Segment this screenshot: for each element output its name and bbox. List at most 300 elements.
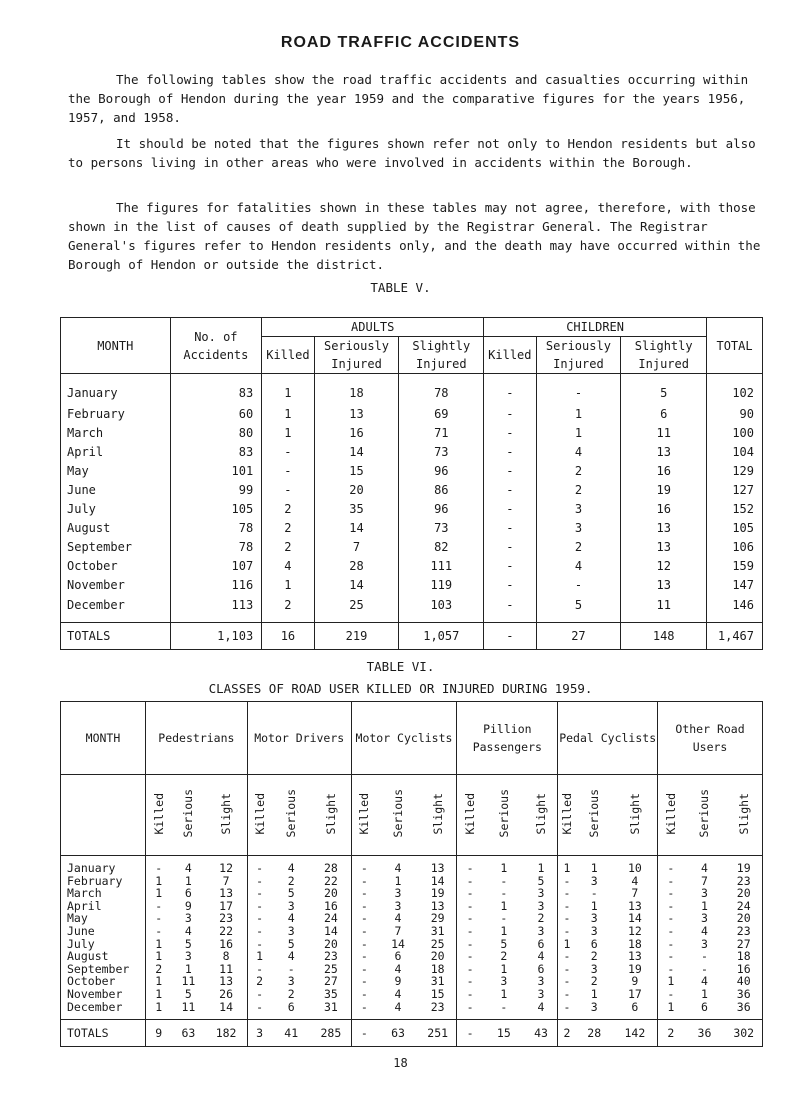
value-cell: - (360, 886, 368, 901)
total-cell: 15 (483, 1020, 525, 1047)
value-cell: - (484, 575, 536, 594)
value-cell: 1 (155, 974, 163, 989)
value-cell: 82 (399, 537, 484, 556)
value-cell: 102 (707, 374, 763, 405)
value-cell: 19 (621, 480, 707, 499)
value-cell: - (360, 949, 368, 964)
value-cell: 4 (394, 986, 402, 1001)
value-cell: - (701, 949, 708, 964)
value-cell: 19 (613, 963, 658, 976)
value-cell: - (563, 949, 571, 964)
table-row (61, 950, 763, 963)
value-cell: - (155, 923, 163, 938)
table-row (61, 442, 763, 461)
value-cell: - (500, 911, 508, 926)
sub-header-killed (247, 775, 271, 856)
value-cell: 28 (314, 556, 399, 575)
value-cell: - (466, 999, 474, 1014)
value-cell: 6 (613, 1001, 658, 1020)
value-cell: 2 (262, 537, 314, 556)
sub-header-slight (419, 775, 457, 856)
value-cell: 18 (314, 374, 399, 405)
month-cell: April (61, 442, 171, 461)
value-cell: 11 (181, 974, 196, 989)
sub-header-slight (311, 775, 351, 856)
table-row (61, 1001, 763, 1020)
group-header-0: Pedestrians (145, 702, 247, 775)
value-cell: - (256, 886, 263, 901)
total-cell: - (457, 1020, 483, 1047)
table-row (61, 887, 763, 900)
value-cell: 1 (590, 898, 598, 913)
value-cell: 4 (287, 949, 295, 964)
value-cell: 6 (525, 963, 558, 976)
sub-header-text: Serious (391, 789, 405, 838)
value-cell: 1 (701, 898, 708, 913)
table5-caption: TABLE V. (370, 280, 431, 295)
total-cell: 27 (536, 623, 621, 650)
value-cell: 96 (399, 499, 484, 518)
table-row (61, 912, 763, 925)
value-cell: - (256, 873, 263, 888)
value-cell: 18 (613, 938, 658, 951)
month-cell: August (61, 950, 146, 963)
month-cell: January (61, 374, 171, 405)
t5-month-header: MONTH (61, 318, 171, 374)
total-cell: - (484, 623, 536, 650)
value-cell: 80 (170, 423, 262, 442)
value-cell: 36 (725, 988, 762, 1001)
value-cell: 5 (184, 986, 192, 1001)
value-cell: 1 (500, 986, 508, 1001)
total-cell: 1,467 (707, 623, 763, 650)
group-header-4: Pedal Cyclists (558, 702, 658, 775)
value-cell: - (500, 999, 508, 1014)
value-cell: 1 (155, 886, 163, 901)
value-cell: 14 (613, 912, 658, 925)
month-cell: November (61, 988, 146, 1001)
value-cell: - (466, 936, 474, 951)
value-cell: 1 (536, 404, 621, 423)
t5-child-seriously-header: Seriously Injured (536, 337, 621, 374)
value-cell: 6 (525, 938, 558, 951)
value-cell: 7 (701, 873, 708, 888)
table-row (61, 499, 763, 518)
total-cell: 148 (621, 623, 707, 650)
table-row (61, 856, 763, 875)
value-cell: 2 (500, 949, 508, 964)
value-cell: - (360, 974, 368, 989)
value-cell: 20 (311, 887, 351, 900)
value-cell: 4 (184, 861, 192, 875)
value-cell: 111 (399, 556, 484, 575)
value-cell: - (360, 961, 368, 976)
table5-accidents-by-month (60, 317, 763, 650)
total-cell: 302 (725, 1020, 762, 1047)
value-cell: 106 (707, 537, 763, 556)
value-cell: 4 (536, 556, 621, 575)
value-cell: 1 (590, 986, 598, 1001)
value-cell: 2 (262, 518, 314, 537)
sub-header-text: Killed (463, 792, 478, 835)
value-cell: 4 (613, 875, 658, 888)
value-cell: - (155, 861, 163, 875)
value-cell: 2 (262, 499, 314, 518)
value-cell: 16 (205, 938, 247, 951)
value-cell: - (256, 986, 263, 1001)
sub-header-killed (351, 775, 377, 856)
value-cell: 105 (707, 518, 763, 537)
value-cell: 7 (314, 537, 399, 556)
month-cell: February (61, 875, 146, 888)
t5-child-killed-header: Killed (484, 337, 536, 374)
value-cell: 4 (184, 923, 192, 938)
value-cell: - (667, 986, 675, 1001)
value-cell: 113 (170, 594, 262, 623)
group-header-3: Pillion Passengers (457, 702, 558, 775)
t5-adults-header: ADULTS (262, 318, 484, 337)
value-cell: 3 (287, 898, 295, 913)
value-cell: - (484, 518, 536, 537)
value-cell: 13 (613, 950, 658, 963)
value-cell: 20 (725, 887, 762, 900)
value-cell: 16 (621, 461, 707, 480)
value-cell: - (500, 873, 508, 888)
table-row (61, 518, 763, 537)
sub-header-text: Killed (151, 792, 166, 835)
value-cell: - (484, 480, 536, 499)
sub-header-serious (377, 775, 419, 856)
value-cell: 11 (205, 963, 247, 976)
table-row (61, 938, 763, 951)
value-cell: 2 (536, 461, 621, 480)
value-cell: 3 (590, 923, 598, 938)
sub-header-text: Slight (430, 792, 445, 835)
value-cell: - (256, 911, 263, 926)
value-cell: 1 (262, 423, 314, 442)
page-number: 18 (393, 1056, 408, 1070)
value-cell: 2 (256, 974, 263, 989)
value-cell: 16 (725, 963, 762, 976)
value-cell: 2 (536, 537, 621, 556)
value-cell: 73 (399, 442, 484, 461)
totals-label: TOTALS (61, 623, 171, 650)
value-cell: 78 (170, 518, 262, 537)
value-cell: - (256, 999, 263, 1014)
value-cell: - (667, 923, 675, 938)
value-cell: - (360, 873, 368, 888)
value-cell: 14 (314, 575, 399, 594)
value-cell: 35 (311, 988, 351, 1001)
value-cell: 1 (701, 986, 708, 1001)
value-cell: 3 (701, 911, 708, 926)
sub-header-text: Killed (663, 792, 678, 835)
value-cell: 3 (701, 886, 708, 901)
value-cell: 7 (394, 923, 402, 938)
value-cell: 1 (184, 961, 192, 976)
sub-header-text: Slight (219, 792, 234, 835)
value-cell: - (466, 873, 474, 888)
sub-header-slight (205, 775, 247, 856)
value-cell: 2 (287, 986, 295, 1001)
value-cell: 4 (287, 861, 295, 875)
value-cell: 14 (311, 925, 351, 938)
value-cell: - (667, 898, 675, 913)
value-cell: 14 (419, 875, 457, 888)
sub-header-slight (725, 775, 762, 856)
month-cell: January (61, 856, 146, 875)
value-cell: 4 (394, 961, 402, 976)
value-cell: 96 (399, 461, 484, 480)
value-cell: - (484, 461, 536, 480)
month-cell: May (61, 912, 146, 925)
value-cell: 71 (399, 423, 484, 442)
total-cell: 3 (247, 1020, 271, 1047)
table-row (61, 480, 763, 499)
value-cell: 13 (621, 575, 707, 594)
month-cell: November (61, 575, 171, 594)
value-cell: - (484, 556, 536, 575)
month-cell: December (61, 1001, 146, 1020)
value-cell: 2 (262, 594, 314, 623)
value-cell: 127 (707, 480, 763, 499)
value-cell: 6 (621, 404, 707, 423)
value-cell: 12 (613, 925, 658, 938)
table-row (61, 900, 763, 913)
value-cell: - (536, 575, 621, 594)
month-cell: September (61, 963, 146, 976)
total-cell: 63 (171, 1020, 205, 1047)
value-cell: 1 (525, 856, 558, 875)
value-cell: 22 (205, 925, 247, 938)
value-cell: - (484, 404, 536, 423)
value-cell: 23 (419, 1001, 457, 1020)
value-cell: 1 (155, 949, 163, 964)
value-cell: 5 (500, 936, 508, 951)
value-cell: - (466, 886, 474, 901)
sub-header-text: Killed (252, 792, 267, 835)
value-cell: - (360, 999, 368, 1014)
value-cell: 14 (205, 1001, 247, 1020)
table-row (61, 988, 763, 1001)
intro-paragraph: The following tables show the road traffic accidents and casualties occurring within the Borough of Hendon during the year 1959 and the comparative figures for the years 1956, 1957, and 1958. (68, 72, 749, 125)
value-cell: 27 (311, 975, 351, 988)
value-cell: 147 (707, 575, 763, 594)
value-cell: 3 (536, 499, 621, 518)
sub-header-serious (271, 775, 311, 856)
value-cell: 29 (419, 912, 457, 925)
value-cell: - (262, 480, 314, 499)
value-cell: 152 (707, 499, 763, 518)
value-cell: - (466, 986, 474, 1001)
value-cell: 20 (725, 912, 762, 925)
t5-accidents-header: No. of Accidents (170, 318, 262, 374)
value-cell: 100 (707, 423, 763, 442)
value-cell: - (590, 886, 598, 901)
value-cell: 1 (256, 949, 263, 964)
value-cell: 1 (667, 974, 675, 989)
value-cell: 19 (419, 887, 457, 900)
value-cell: 11 (621, 594, 707, 623)
table-row (61, 925, 763, 938)
value-cell: 1 (155, 873, 163, 888)
value-cell: - (563, 999, 571, 1014)
value-cell: 3 (525, 975, 558, 988)
value-cell: 2 (155, 961, 163, 976)
total-cell: 182 (205, 1020, 247, 1047)
value-cell: 14 (391, 936, 405, 951)
value-cell: 24 (311, 912, 351, 925)
value-cell: 13 (314, 404, 399, 423)
value-cell: - (667, 936, 675, 951)
month-cell: March (61, 887, 146, 900)
value-cell: 8 (205, 950, 247, 963)
t5-child-slightly-header: Slightly Injured (621, 337, 707, 374)
value-cell: 4 (287, 911, 295, 926)
month-cell: July (61, 938, 146, 951)
value-cell: 13 (621, 518, 707, 537)
total-cell: 219 (314, 623, 399, 650)
value-cell: - (262, 442, 314, 461)
value-cell: 23 (725, 875, 762, 888)
value-cell: - (563, 911, 571, 926)
table-row (61, 461, 763, 480)
value-cell: - (466, 898, 474, 913)
value-cell: 4 (394, 911, 402, 926)
value-cell: 146 (707, 594, 763, 623)
sub-header-killed (558, 775, 576, 856)
value-cell: - (536, 374, 621, 405)
value-cell: 31 (311, 1001, 351, 1020)
month-cell: June (61, 925, 146, 938)
value-cell: 31 (419, 925, 457, 938)
table-row (61, 975, 763, 988)
total-cell: 285 (311, 1020, 351, 1047)
value-cell: 13 (205, 975, 247, 988)
value-cell: 14 (314, 442, 399, 461)
sub-header-text: Serious (284, 789, 299, 838)
total-cell: 28 (576, 1020, 613, 1047)
value-cell: 11 (621, 423, 707, 442)
value-cell: 13 (419, 900, 457, 913)
value-cell: 16 (311, 900, 351, 913)
value-cell: 25 (311, 963, 351, 976)
value-cell: 60 (170, 404, 262, 423)
value-cell: 36 (725, 1001, 762, 1020)
t5-adult-seriously-header: Seriously Injured (314, 337, 399, 374)
value-cell: 18 (419, 963, 457, 976)
value-cell: - (466, 949, 474, 964)
value-cell: 35 (314, 499, 399, 518)
table6-caption: TABLE VI. (366, 659, 435, 674)
value-cell: - (256, 923, 263, 938)
value-cell: - (563, 898, 571, 913)
sub-header-serious (684, 775, 726, 856)
value-cell: 3 (525, 900, 558, 913)
value-cell: 1 (155, 986, 163, 1001)
sub-header-serious (576, 775, 613, 856)
value-cell: 7 (613, 887, 658, 900)
value-cell: - (484, 442, 536, 461)
value-cell: 4 (701, 974, 708, 989)
value-cell: 9 (613, 975, 658, 988)
value-cell: - (484, 594, 536, 623)
sub-header-text: Slight (323, 792, 338, 835)
value-cell: 17 (613, 988, 658, 1001)
value-cell: 3 (184, 949, 192, 964)
sub-header-text: Serious (587, 789, 602, 838)
value-cell: 4 (525, 950, 558, 963)
value-cell: 119 (399, 575, 484, 594)
sub-header-slight (525, 775, 558, 856)
value-cell: 83 (170, 374, 262, 405)
month-cell: July (61, 499, 171, 518)
group-header-5: Other Road Users (658, 702, 763, 775)
value-cell: 99 (170, 480, 262, 499)
value-cell: 1 (563, 936, 571, 951)
value-cell: 86 (399, 480, 484, 499)
value-cell: 13 (621, 442, 707, 461)
sub-header-killed (457, 775, 483, 856)
t5-totals-row (61, 623, 763, 650)
note-paragraph: It should be noted that the figures shown refer not only to Hendon residents but also to persons living in other areas who were involved in accidents within the Borough. (68, 136, 756, 170)
value-cell: - (563, 986, 571, 1001)
value-cell: 13 (613, 900, 658, 913)
value-cell: - (667, 886, 675, 901)
month-cell: October (61, 556, 171, 575)
value-cell: - (484, 423, 536, 442)
sub-header-serious (171, 775, 205, 856)
value-cell: 3 (590, 999, 598, 1014)
value-cell: - (360, 898, 368, 913)
sub-header-text: Serious (496, 789, 511, 838)
value-cell: 15 (314, 461, 399, 480)
sub-header-text: Slight (534, 792, 549, 835)
value-cell: 3 (536, 518, 621, 537)
t6-month-header: MONTH (61, 702, 146, 775)
t5-body (61, 374, 763, 623)
table-row (61, 537, 763, 556)
value-cell: 90 (707, 404, 763, 423)
value-cell: 20 (314, 480, 399, 499)
month-cell: September (61, 537, 171, 556)
sub-header-serious (483, 775, 525, 856)
value-cell: 24 (725, 900, 762, 913)
t6-totals-row (61, 1020, 763, 1047)
value-cell: 18 (725, 950, 762, 963)
value-cell: 4 (701, 861, 708, 875)
value-cell: 31 (419, 975, 457, 988)
value-cell: 2 (287, 873, 295, 888)
table-row (61, 594, 763, 623)
value-cell: - (484, 537, 536, 556)
page-title: ROAD TRAFFIC ACCIDENTS (280, 34, 521, 51)
value-cell: 3 (394, 886, 402, 901)
value-cell: - (701, 961, 708, 976)
sub-header-text: Killed (357, 792, 372, 835)
value-cell: - (466, 911, 474, 926)
value-cell: 6 (590, 936, 598, 951)
month-cell: June (61, 480, 171, 499)
sub-header-text: Slight (627, 792, 642, 835)
value-cell: 12 (621, 556, 707, 575)
month-cell: April (61, 900, 146, 913)
value-cell: 3 (525, 887, 558, 900)
value-cell: 9 (184, 898, 192, 913)
group-header-2: Motor Cyclists (351, 702, 457, 775)
value-cell: 40 (725, 975, 762, 988)
value-cell: 78 (170, 537, 262, 556)
